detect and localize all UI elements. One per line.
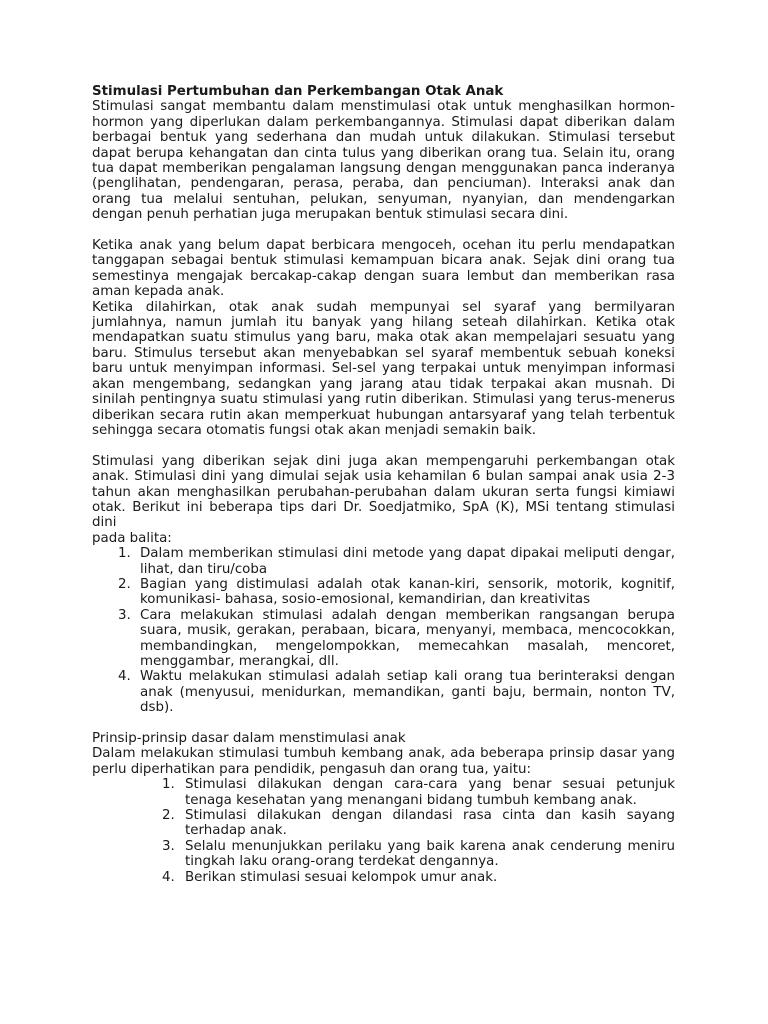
list-text: Selalu menunjukkan perilaku yang baik karena anak cenderung meniru tingkah laku orang-orang terdekat dengannya.	[185, 838, 675, 870]
list-item	[92, 839, 675, 870]
list-number: 4.	[118, 669, 131, 685]
principles-intro: Dalam melakukan stimulasi tumbuh kembang anak, ada beberapa prinsip dasar yang perlu diperhatikan para pendidik, pengasuh dan orang tua, yaitu:	[92, 746, 675, 777]
list-text: Bagian yang distimulasi adalah otak kanan-kiri, sensorik, motorik, kognitif, komunikasi- bahasa, sosio-emosional, kemandirian, dan kreativitas	[140, 576, 675, 608]
list-number: 4.	[162, 869, 175, 885]
paragraph-early-stimulation: Stimulasi yang diberikan sejak dini juga akan mempengaruhi perkembangan otak anak. Stimulasi dini yang dimulai sejak usia kehamilan 6 bulan sampai anak usia 2-3 tahun akan menghasilkan perubahan-perubahan dalam ukuran serta fungsi kimiawi otak. Berikut ini beberapa tips dari Dr. Soedjatmiko, SpA (K), MSi tentang stimulasi dini	[92, 453, 675, 531]
principles-heading: Prinsip-prinsip dasar dalam menstimulasi anak	[92, 731, 406, 747]
list-item	[92, 546, 675, 577]
paragraph-gap	[92, 438, 675, 453]
list-item	[92, 870, 675, 885]
list-text: Stimulasi dilakukan dengan dilandasi rasa cinta dan kasih sayang terhadap anak.	[185, 808, 675, 839]
list-number: 3.	[118, 607, 131, 623]
list-item	[92, 808, 675, 839]
list-item	[92, 608, 675, 670]
list-number: 2.	[118, 576, 131, 592]
list-number: 1.	[162, 777, 175, 793]
principles-list	[92, 777, 675, 885]
list-number: 3.	[162, 838, 175, 854]
list-text: Dalam memberikan stimulasi dini metode yang dapat dipakai meliputi dengar, lihat, dan tiru/coba	[140, 546, 675, 577]
list-number: 2.	[162, 808, 175, 824]
list-number: 1.	[118, 546, 131, 562]
list-text: Waktu melakukan stimulasi adalah setiap kali orang tua berinteraksi dengan anak (menyusui, menidurkan, memandikan, ganti baju, bermain, nonton TV, dsb).	[140, 669, 675, 716]
list-text: Berikan stimulasi sesuai kelompok umur anak.	[185, 869, 498, 885]
paragraph-gap	[92, 716, 675, 731]
list-text: Stimulasi dilakukan dengan cara-cara yang benar sesuai petunjuk tenaga kesehatan yang menangani bidang tumbuh kembang anak.	[185, 777, 675, 808]
list-item	[92, 777, 675, 808]
paragraph-intro: Stimulasi sangat membantu dalam menstimulasi otak untuk menghasilkan hormon-hormon yang diperlukan dalam perkembangannya. Stimulasi dapat diberikan dalam berbagai bentuk yang sederhana dan mudah untuk dilakukan. Stimulasi tersebut dapat berupa kehangatan dan cinta tulus yang diberikan orang tua. Selain itu, orang tua dapat memberikan pengalaman langsung dengan menggunakan panca inderanya (penglihatan, pendengaran, perasa, peraba, dan penciuman). Interaksi anak dan orang tua melalui sentuhan, pelukan, senyuman, nyanyian, dan mendengarkan dengan penuh perhatian juga merupakan bentuk stimulasi secara dini.	[92, 99, 675, 223]
paragraph-gap	[92, 223, 675, 238]
paragraph-neurons: Ketika dilahirkan, otak anak sudah mempunyai sel syaraf yang bermilyaran jumlahnya, namun jumlah itu banyak yang hilang seteah dilahirkan. Ketika otak mendapatkan suatu stimulus yang baru, maka otak akan mempelajari sesuatu yang baru. Stimulus tersebut akan menyebabkan sel syaraf membentuk sebuah koneksi baru untuk menyimpan informasi. Sel-sel yang terpakai untuk menyimpan informasi akan mengembang, sedangkan yang jarang atau tidak terpakai akan musnah. Di sinilah pentingnya suatu stimulasi yang rutin diberikan. Stimulasi yang terus-menerus diberikan secara rutin akan memperkuat hubungan antarsyaraf yang telah terbentuk sehingga secara otomatis fungsi otak akan menjadi semakin baik.	[92, 299, 675, 438]
document-title: Stimulasi Pertumbuhan dan Perkembangan Otak Anak	[92, 84, 504, 99]
list-text: Cara melakukan stimulasi adalah dengan memberikan rangsangan berupa suara, musik, gerakan, perabaan, bicara, menyanyi, membaca, mencocokkan, membandingkan, mengelompokkan, memecahkan masalah, mencoret, menggambar, merangkai, dll.	[140, 607, 675, 669]
tips-list	[92, 546, 675, 715]
list-item	[92, 577, 675, 608]
document-body	[92, 84, 675, 885]
list-item	[92, 669, 675, 715]
paragraph-speech: Ketika anak yang belum dapat berbicara mengoceh, ocehan itu perlu mendapatkan tanggapan sebagai bentuk stimulasi kemampuan bicara anak. Sejak dini orang tua semestinya mengajak bercakap-cakap dengan suara lembut dan memberikan rasa aman kepada anak.	[92, 238, 675, 300]
paragraph-toddler-lead: pada balita:	[92, 530, 172, 546]
